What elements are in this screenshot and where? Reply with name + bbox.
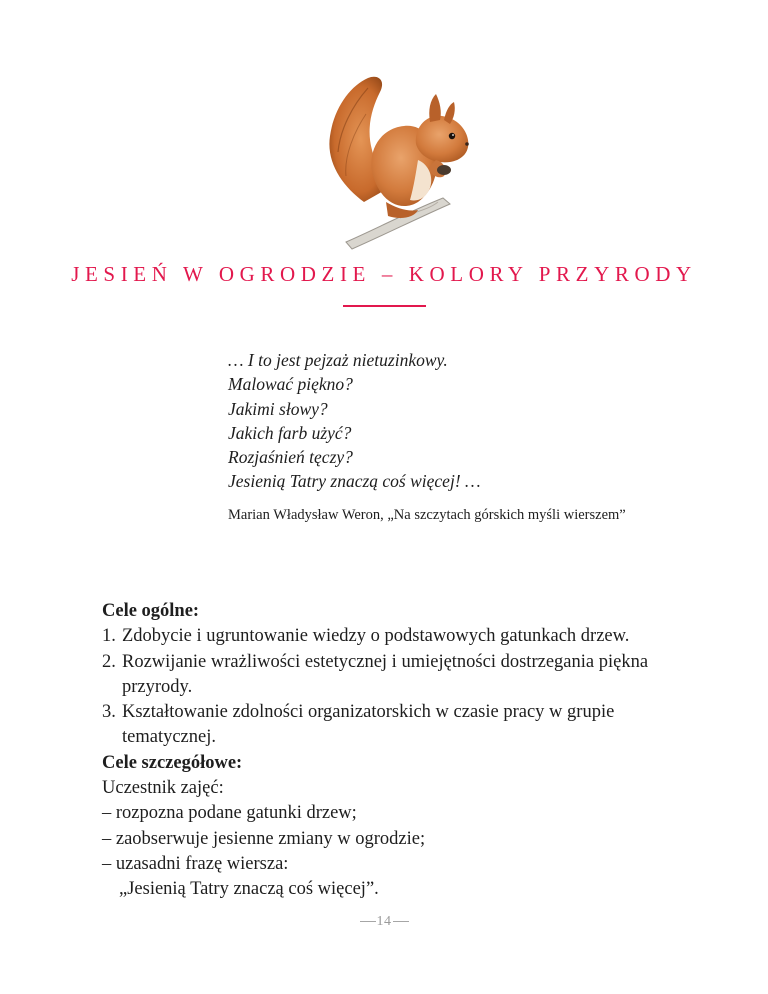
poem-line: Rozjaśnień tęczy? bbox=[228, 447, 353, 468]
goal-text: Zdobycie i ugruntowanie wiedzy o podstawowych gatunkach drzew. bbox=[122, 626, 630, 647]
goal-number: 3. bbox=[102, 702, 116, 723]
goals-section bbox=[102, 599, 682, 903]
poem-quote: „Jesienią Tatry znaczą coś więcej”. bbox=[119, 879, 379, 900]
specific-goals-heading: Cele szczegółowe: bbox=[102, 752, 243, 773]
goal-number: 2. bbox=[102, 651, 116, 672]
goal-text: Kształtowanie zdolności organizatorskich w czasie pracy w grupie tematycznej. bbox=[122, 702, 615, 748]
page-number-value: 14 bbox=[376, 914, 392, 929]
page-number-dash-right bbox=[393, 921, 409, 922]
poem-excerpt bbox=[228, 348, 481, 494]
goal-number: 1. bbox=[102, 626, 116, 647]
poem-line: Jesienią Tatry znaczą coś więcej! … bbox=[228, 471, 481, 492]
general-goal-item bbox=[102, 624, 682, 649]
poem-line: Jakimi słowy? bbox=[228, 398, 328, 419]
page-title: JESIEŃ W OGRODZIE – KOLORY PRZYRODY bbox=[71, 262, 697, 286]
poem-line: … I to jest pejzaż nietuzinkowy. bbox=[228, 350, 448, 370]
goal-text: Rozwijanie wrażliwości estetycznej i umiejętności dostrzegania piękna przyrody. bbox=[122, 651, 649, 697]
participant-label: Uczestnik zajęć: bbox=[102, 778, 224, 799]
specific-goal-item: – rozpozna podane gatunki drzew; bbox=[102, 803, 357, 824]
specific-goal-item: – zaobserwuje jesienne zmiany w ogrodzie; bbox=[102, 828, 426, 849]
general-goal-item bbox=[102, 700, 682, 751]
poem-attribution: Marian Władysław Weron, „Na szczytach górskich myśli wierszem” bbox=[228, 507, 626, 523]
poem-line: Malować piękno? bbox=[228, 374, 353, 395]
page-number-dash-left bbox=[360, 921, 376, 922]
page-number bbox=[0, 914, 768, 930]
title-underline bbox=[343, 305, 426, 307]
specific-goal-item: – uzasadni frazę wiersza: bbox=[102, 853, 289, 874]
poem-line: Jakich farb użyć? bbox=[228, 422, 352, 443]
general-goals-heading: Cele ogólne: bbox=[102, 601, 200, 621]
general-goal-item bbox=[102, 650, 682, 701]
squirrel-illustration bbox=[268, 52, 488, 252]
